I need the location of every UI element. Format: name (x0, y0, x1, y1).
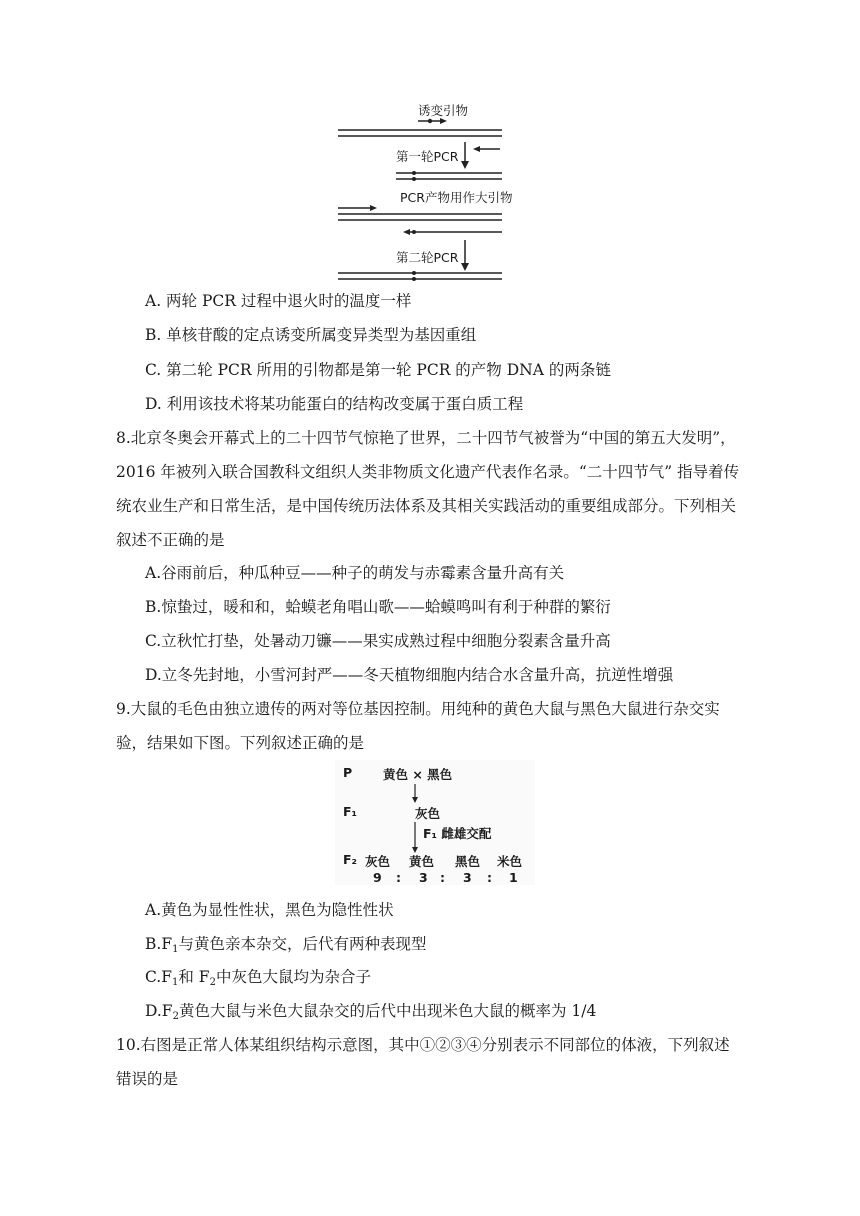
q8-stem-line-1: 8.北京冬奥会开幕式上的二十四节气惊艳了世界，二十四节气被誉为“中国的第五大发明”， (116, 429, 736, 447)
fig-f1-pheno: 灰色 (415, 806, 441, 821)
fig-f2-label: F₂ (343, 852, 358, 867)
q8-option-b: B.惊蛰过，暖和和，蛤蟆老角唱山歌——蛤蟆鸣叫有利于种群的繁衍 (145, 598, 611, 616)
q9-option-c (145, 967, 371, 987)
fig-f2-pheno-2: 黄色 (409, 854, 435, 869)
q8-stem-line-2: 2016 年被列入联合国教科文组织人类非物质文化遗产代表作名录。“二十四节气” 指导着传 (116, 463, 740, 481)
fig-f1-label: F₁ (343, 804, 358, 819)
fig-p-label: P (343, 765, 353, 780)
fig-f2-pheno-3: 黑色 (455, 854, 481, 869)
q9-option-c-post: 中灰色大鼠均为杂合子 (215, 968, 371, 986)
q9-option-c-pre: C.F (145, 968, 172, 986)
q8-option-a: A.谷雨前后，种瓜种豆——种子的萌发与赤霉素含量升高有关 (145, 564, 565, 582)
q9-option-d (145, 1001, 596, 1021)
fig-ratio-sep-3: : (487, 870, 492, 885)
q7-option-a: A. 两轮 PCR 过程中退火时的温度一样 (145, 292, 412, 310)
fig-ratio-1: 1 (509, 870, 518, 885)
fig-ratio-9: 9 (373, 870, 382, 885)
q9-option-d-post: 黄色大鼠与米色大鼠杂交的后代中出现米色大鼠的概率为 1/4 (178, 1002, 597, 1020)
q9-option-d-sub: 2 (172, 1011, 179, 1022)
pcr-figure (330, 95, 530, 290)
q9-option-c-mid: 和 F (178, 968, 210, 986)
label-round2: 第二轮PCR (396, 250, 459, 265)
q9-option-b-post: 与黄色亲本杂交，后代有两种表现型 (178, 935, 427, 953)
q10-stem-line-1: 10.右图是正常人体某组织结构示意图，其中①②③④分别表示不同部位的体液，下列叙述 (116, 1036, 730, 1054)
label-round1: 第一轮PCR (396, 149, 459, 164)
q9-stem-line-2: 验，结果如下图。下列叙述正确的是 (116, 734, 365, 752)
fig-cross-note: F₁ 雌雄交配 (423, 826, 492, 841)
q9-option-c-sub2: 2 (209, 977, 216, 988)
q8-option-d: D.立冬先封地，小雪河封严——冬天植物细胞内结合水含量升高，抗逆性增强 (145, 666, 674, 684)
q10-stem-line-2: 错误的是 (116, 1070, 179, 1088)
q7-option-d: D. 利用该技术将某功能蛋白的结构改变属于蛋白质工程 (145, 395, 524, 413)
q9-option-b (145, 934, 426, 954)
q9-stem-line-1: 9.大鼠的毛色由独立遗传的两对等位基因控制。用纯种的黄色大鼠与黑色大鼠进行杂交实 (116, 700, 720, 718)
q9-option-b-sub: 1 (172, 944, 179, 955)
q7-option-b: B. 单核苷酸的定点诱变所属变异类型为基因重组 (145, 326, 477, 344)
q8-option-c: C.立秋忙打垫，处暑动刀镰——果实成熟过程中细胞分裂素含量升高 (145, 632, 611, 650)
q8-stem-line-4: 叙述不正确的是 (116, 531, 225, 549)
q7-option-c: C. 第二轮 PCR 所用的引物都是第一轮 PCR 的产物 DNA 的两条链 (145, 361, 611, 379)
fig-f2-pheno-4: 米色 (497, 854, 523, 869)
fig-parents: 黄色 × 黑色 (383, 767, 453, 782)
label-product-primer: PCR产物用作大引物 (400, 190, 513, 205)
q9-option-c-sub1: 1 (172, 977, 179, 988)
fig-ratio-sep-2: : (440, 870, 445, 885)
fig-ratio-sep-1: : (396, 870, 401, 885)
fig-ratio-3a: 3 (419, 870, 428, 885)
q9-option-b-pre: B.F (145, 935, 173, 953)
rat-cross-figure (335, 760, 535, 885)
label-mut-primer: 诱变引物 (418, 103, 469, 118)
fig-f2-pheno-1: 灰色 (365, 854, 391, 869)
q9-option-d-pre: D.F (145, 1002, 173, 1020)
q8-stem-line-3: 统农业生产和日常生活，是中国传统历法体系及其相关实践活动的重要组成部分。下列相关 (116, 497, 737, 515)
fig-ratio-3b: 3 (463, 870, 472, 885)
q9-option-a: A.黄色为显性性状，黑色为隐性性状 (145, 901, 394, 919)
